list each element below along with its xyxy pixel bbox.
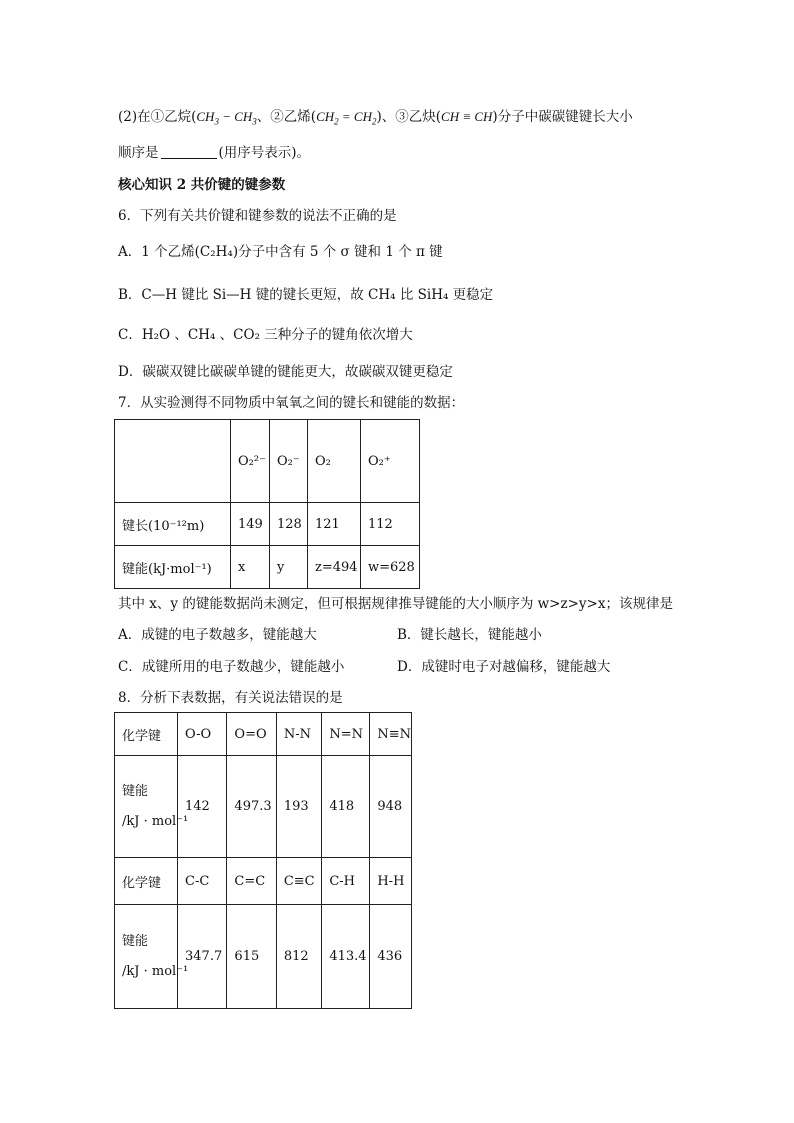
q2-line2: 顺序是 (用序号表示)。: [118, 145, 311, 161]
q6-option-b: B．C—H 键比 Si—H 键的键长更短，故 CH₄ 比 SiH₄ 更稳定: [118, 287, 494, 303]
section-title: 核心知识 2 共价键的键参数: [118, 177, 286, 193]
q2-line1: [118, 108, 633, 131]
formula-acetylene: CH ≡ CH: [441, 109, 493, 124]
q7-table: [114, 419, 420, 589]
table-row: 键能 /kJ · mol⁻¹ 347.7 615 812 413.4 436: [115, 905, 412, 1009]
q6-stem: 6．下列有关共价键和键参数的说法不正确的是: [118, 208, 397, 224]
header-o2-plus: O₂⁺: [361, 420, 420, 503]
formula-ethane: $CH_3 - CH_3$: [196, 109, 257, 127]
header-o2-2minus: O₂²⁻: [231, 420, 270, 503]
table-row: 键长(10⁻¹²m) 149 128 121 112: [115, 503, 420, 546]
table-row: 化学键 C-C C=C C≡C C-H H-H: [115, 858, 412, 905]
q7-option-a: A．成键的电子数越多，键能越大: [118, 627, 317, 643]
header-o2: O₂: [308, 420, 361, 503]
q7-option-b: B．键长越长，键能越小: [397, 627, 542, 643]
q6-option-a: A．1 个乙烯(C₂H₄)分子中含有 5 个 σ 键和 1 个 π 键: [118, 244, 443, 260]
q6-option-d: D．碳碳双键比碳碳单键的键能更大，故碳碳双键更稳定: [118, 364, 453, 380]
answer-blank[interactable]: [161, 146, 217, 159]
table-row: 化学键 O-O O=O N-N N=N N≡N: [115, 713, 412, 756]
formula-ethylene: $CH_2 = CH_2$: [316, 109, 377, 127]
q7-option-c: C．成键所用的电子数越少，键能越小: [118, 659, 345, 675]
q8-stem: 8．分析下表数据，有关说法错误的是: [118, 690, 343, 706]
q2-text-d: )分子中碳碳键键长大小: [492, 109, 633, 125]
q2-text-a: (2)在①乙烷(: [118, 109, 197, 125]
table-row: 键能 /kJ · mol⁻¹ 142 497.3 193 418 948: [115, 756, 412, 858]
q6-option-c: C．H₂O 、CH₄ 、CO₂ 三种分子的键角依次增大: [118, 327, 413, 343]
q7-option-d: D．成键时电子对越偏移，键能越大: [397, 659, 611, 675]
q2-text-c: )、③乙炔(: [376, 109, 442, 125]
table-row: [115, 420, 420, 503]
q7-stem: 7．从实验测得不同物质中氧氧之间的键长和键能的数据：: [118, 395, 465, 411]
q7-after: 其中 x、y 的键能数据尚未测定，但可根据规律推导键能的大小顺序为 w>z>y>x；该规律是: [118, 596, 673, 612]
q2-text-b: 、②乙烯(: [256, 109, 317, 125]
header-o2-minus: O₂⁻: [270, 420, 308, 503]
table-row: 键能(kJ·mol⁻¹) x y z=494 w=628: [115, 546, 420, 589]
q8-table: [114, 712, 412, 1009]
